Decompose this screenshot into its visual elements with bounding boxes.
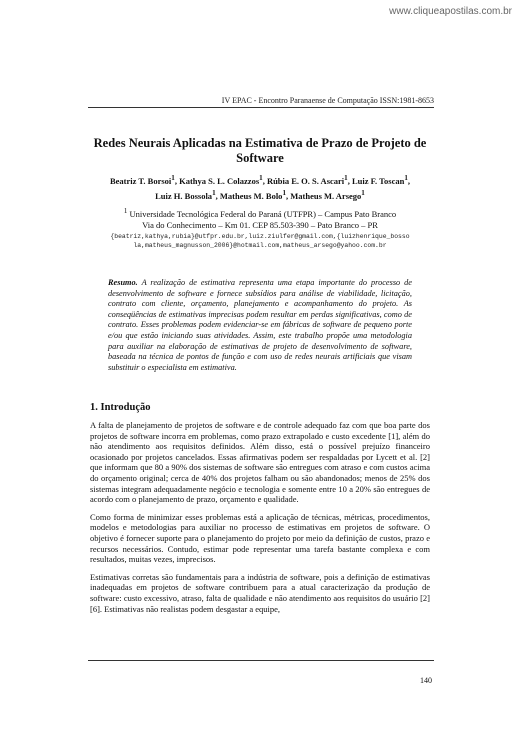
author: Matheus M. Bolo$^1$ xyxy=(219,188,286,201)
abstract-text: A realização de estimativa representa uma etapa importante do processo de desenvolvimento de software e fornece subsídios para análise de viabilidade, licitação, contrato com cliente, orçamento, planejamento e acompanhamento do projeto. As conseqüências de estimativas imprecisas podem resultar em perdas significativas, como de contrato. Esses problemas podem evidenciar-se em fábricas de software de pequeno porte e/ou que estão iniciando suas atividades. Assim, este trabalho propõe uma metodologia para auxiliar na elaboração de estimativas de projeto de desenvolvimento de software, baseada na técnica de pontos de função e com uso de redes neurais artificiais que visam substituir o especialista em estimativa. xyxy=(108,278,412,372)
paragraph: A falta de planejamento de projetos de software e de controle adequado faz com que boa parte dos projetos de software incorra em problemas, como prazo extrapolado e custo excedente [1], além do não atendimento aos requisitos definidos. Além disso, está o possível prejuízo financeiro ocasionado por projetos cancelados. Essas afirmativas podem ser respaldadas por Lycett et al. [2] que informam que 80 a 90% dos sistemas de software são entregues com atraso e com custos acima do orçamento original; cerca de 40% dos projetos falham ou são abandonados; menos de 25% dos sistemas integram adequadamente negócio e tecnologia e somente entre 10 a 20% são entregues de acordo com o planejamento de prazo, orçamento e qualidade. xyxy=(90,420,430,505)
author: Matheus M. Arsego$^1$ xyxy=(290,188,365,201)
abstract-label: Resumo. xyxy=(108,278,138,287)
watermark-url[interactable]: www.cliqueapostilas.com.br xyxy=(389,6,512,17)
section-body xyxy=(90,420,430,621)
author: Kathya S. L. Colazzos$^1$ xyxy=(179,174,263,186)
header-rule xyxy=(88,107,434,108)
author: Beatriz T. Borsoi$^1$ xyxy=(109,174,175,186)
author-emails: {beatriz,kathya,rubia}@utfpr.edu.br,luiz.ziulfer@gmail.com,{luizhenrique_bosso la,matheus_magnusson_2006}@hotmail.com,matheus_arsego@yahoo.com.br xyxy=(110,233,410,249)
affiliation: $^1$ Universidade Tecnológica Federal do Paraná (UTFPR) – Campus Pato Branco Via do Conhecimento – Km 01. CEP 85.503-390 – Pato Branco – PR xyxy=(123,207,397,230)
paragraph: Estimativas corretas são fundamentais para a indústria de software, pois a definição de estimativas inadequadas em projetos de software contribuem para a atual caracterização da produção de software: custo excessivo, atraso, falta de qualidade e não atendimento aos requisitos do usuário [2][6]. Estimativas não realistas podem desgastar a equipe, xyxy=(90,571,430,614)
paper-title: Redes Neurais Aplicadas na Estimativa de Prazo de Projeto de Software xyxy=(93,136,427,165)
section-heading: 1. Introdução xyxy=(90,402,151,413)
author: Rúbia E. O. S. Ascari$^1$ xyxy=(266,174,348,186)
paragraph: Como forma de minimizar esses problemas está a aplicação de técnicas, métricas, procedimentos, modelos e metodologias para auxiliar no processo de estimativas em projetos de software. O objetivo é fornecer suporte para o planejamento do projeto por meio da definição de custos, prazo e recursos necessários. Contudo, estimar pode representar uma tarefa bastante complexa e com resultados, muitas vezes, imprecisos. xyxy=(90,511,430,565)
running-header: IV EPAC - Encontro Paranaense de Computação ISSN:1981-8653 xyxy=(221,96,434,105)
author-list: Beatriz T. Borsoi$^1$, Kathya S. L. Colazzos$^1$, Rúbia E. O. S. Ascari$^1$, Luiz F. Toscan$^1$, Luiz H. Bossola$^1$, Matheus M. Bolo$^1$, Matheus M. Arsego$^1$ xyxy=(109,174,411,201)
author: Luiz F. Toscan$^1$ xyxy=(351,174,408,186)
page-number: 140 xyxy=(420,676,432,685)
footer-rule xyxy=(88,660,434,661)
author: Luiz H. Bossola$^1$ xyxy=(155,188,216,201)
abstract xyxy=(108,278,412,373)
